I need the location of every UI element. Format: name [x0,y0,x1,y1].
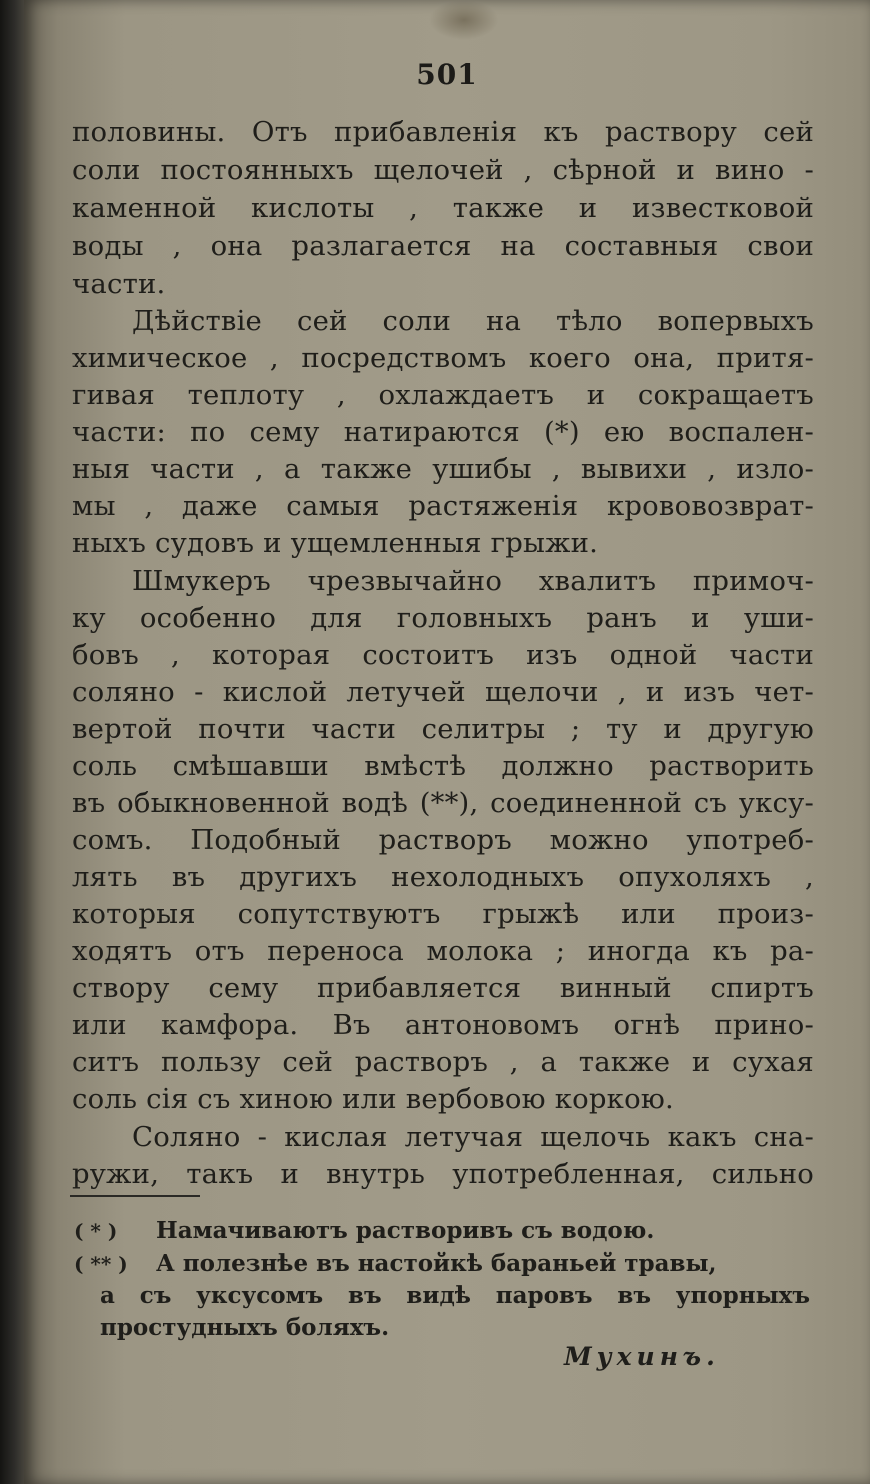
text-line: сомъ. Подобный растворъ можно употреб- [72,824,814,856]
text-line: ситъ пользу сей растворъ , а также и сухая [72,1046,814,1078]
text-line: соль сія съ хиною или вербовою коркою. [72,1083,674,1115]
text-line: гивая теплоту , охлаждаетъ и сокращаетъ [72,379,814,411]
text-line: створу сему прибавляется винный спиртъ [72,972,814,1004]
text-line: которыя сопутствуютъ грыжѣ или произ- [72,898,814,930]
book-spine [0,0,26,1484]
paper-stain [429,0,499,40]
text-line: ружи, такъ и внутрь употребленная, сильно [72,1158,814,1190]
text-line: ныя части , а также ушибы , вывихи , изло- [72,453,814,485]
text-line: бовъ , которая состоитъ изъ одной части [72,639,814,671]
author-signature: Мухинъ. [564,1342,720,1371]
text-line: мы , даже самыя растяженія крововозврат- [72,490,814,522]
paragraph-start: Шмукеръ чрезвычайно хвалитъ примоч- [132,565,814,597]
text-line: ку особенно для головныхъ ранъ и уши- [72,602,814,634]
footnote-marker: ( ** ) [74,1252,128,1276]
text-line: воды , она разлагается на составныя свои [72,230,814,262]
text-line: части: по сему натираются (*) ею воспален- [72,416,814,448]
text-line: ныхъ судовъ и ущемленныя грыжи. [72,527,599,559]
page-number: 501 [416,58,478,91]
footnote-marker: ( * ) [74,1219,118,1243]
footnote-text: Намачиваютъ растворивъ съ водою. [156,1217,655,1244]
text-line: лять въ другихъ нехолодныхъ опухоляхъ , [72,861,814,893]
text-line: вертой почти части селитры ; ту и другую [72,713,814,745]
text-line: соли постоянныхъ щелочей , сѣрной и вино - [72,154,814,186]
text-line: части. [72,268,166,300]
footnote-text: а съ уксусомъ въ видѣ паровъ въ упорныхъ [100,1282,810,1309]
text-line: соляно - кислой летучей щелочи , и изъ чет- [72,676,814,708]
paragraph-start: Дѣйствіе сей соли на тѣло вопервыхъ [132,305,814,337]
book-page [24,0,870,1484]
footnote-text: простудныхъ боляхъ. [100,1314,390,1341]
text-line: ходятъ отъ переноса молока ; иногда къ ра- [72,935,814,967]
paragraph-start: Соляно - кислая летучая щелочь какъ сна- [132,1121,814,1153]
text-line: или камфора. Въ антоновомъ огнѣ прино- [72,1009,814,1041]
footnote-divider [70,1195,200,1197]
footnote-text: А полезнѣе въ настойкѣ бараньей травы, [156,1250,717,1277]
text-line: химическое , посредствомъ коего она, притя- [72,342,814,374]
text-line: соль смѣшавши вмѣстѣ должно растворить [72,750,814,782]
text-line: каменной кислоты , также и известковой [72,192,814,224]
text-line: половины. Отъ прибавленія къ раствору сей [72,116,814,148]
text-line: въ обыкновенной водѣ (**), соединенной съ уксу- [72,787,814,819]
